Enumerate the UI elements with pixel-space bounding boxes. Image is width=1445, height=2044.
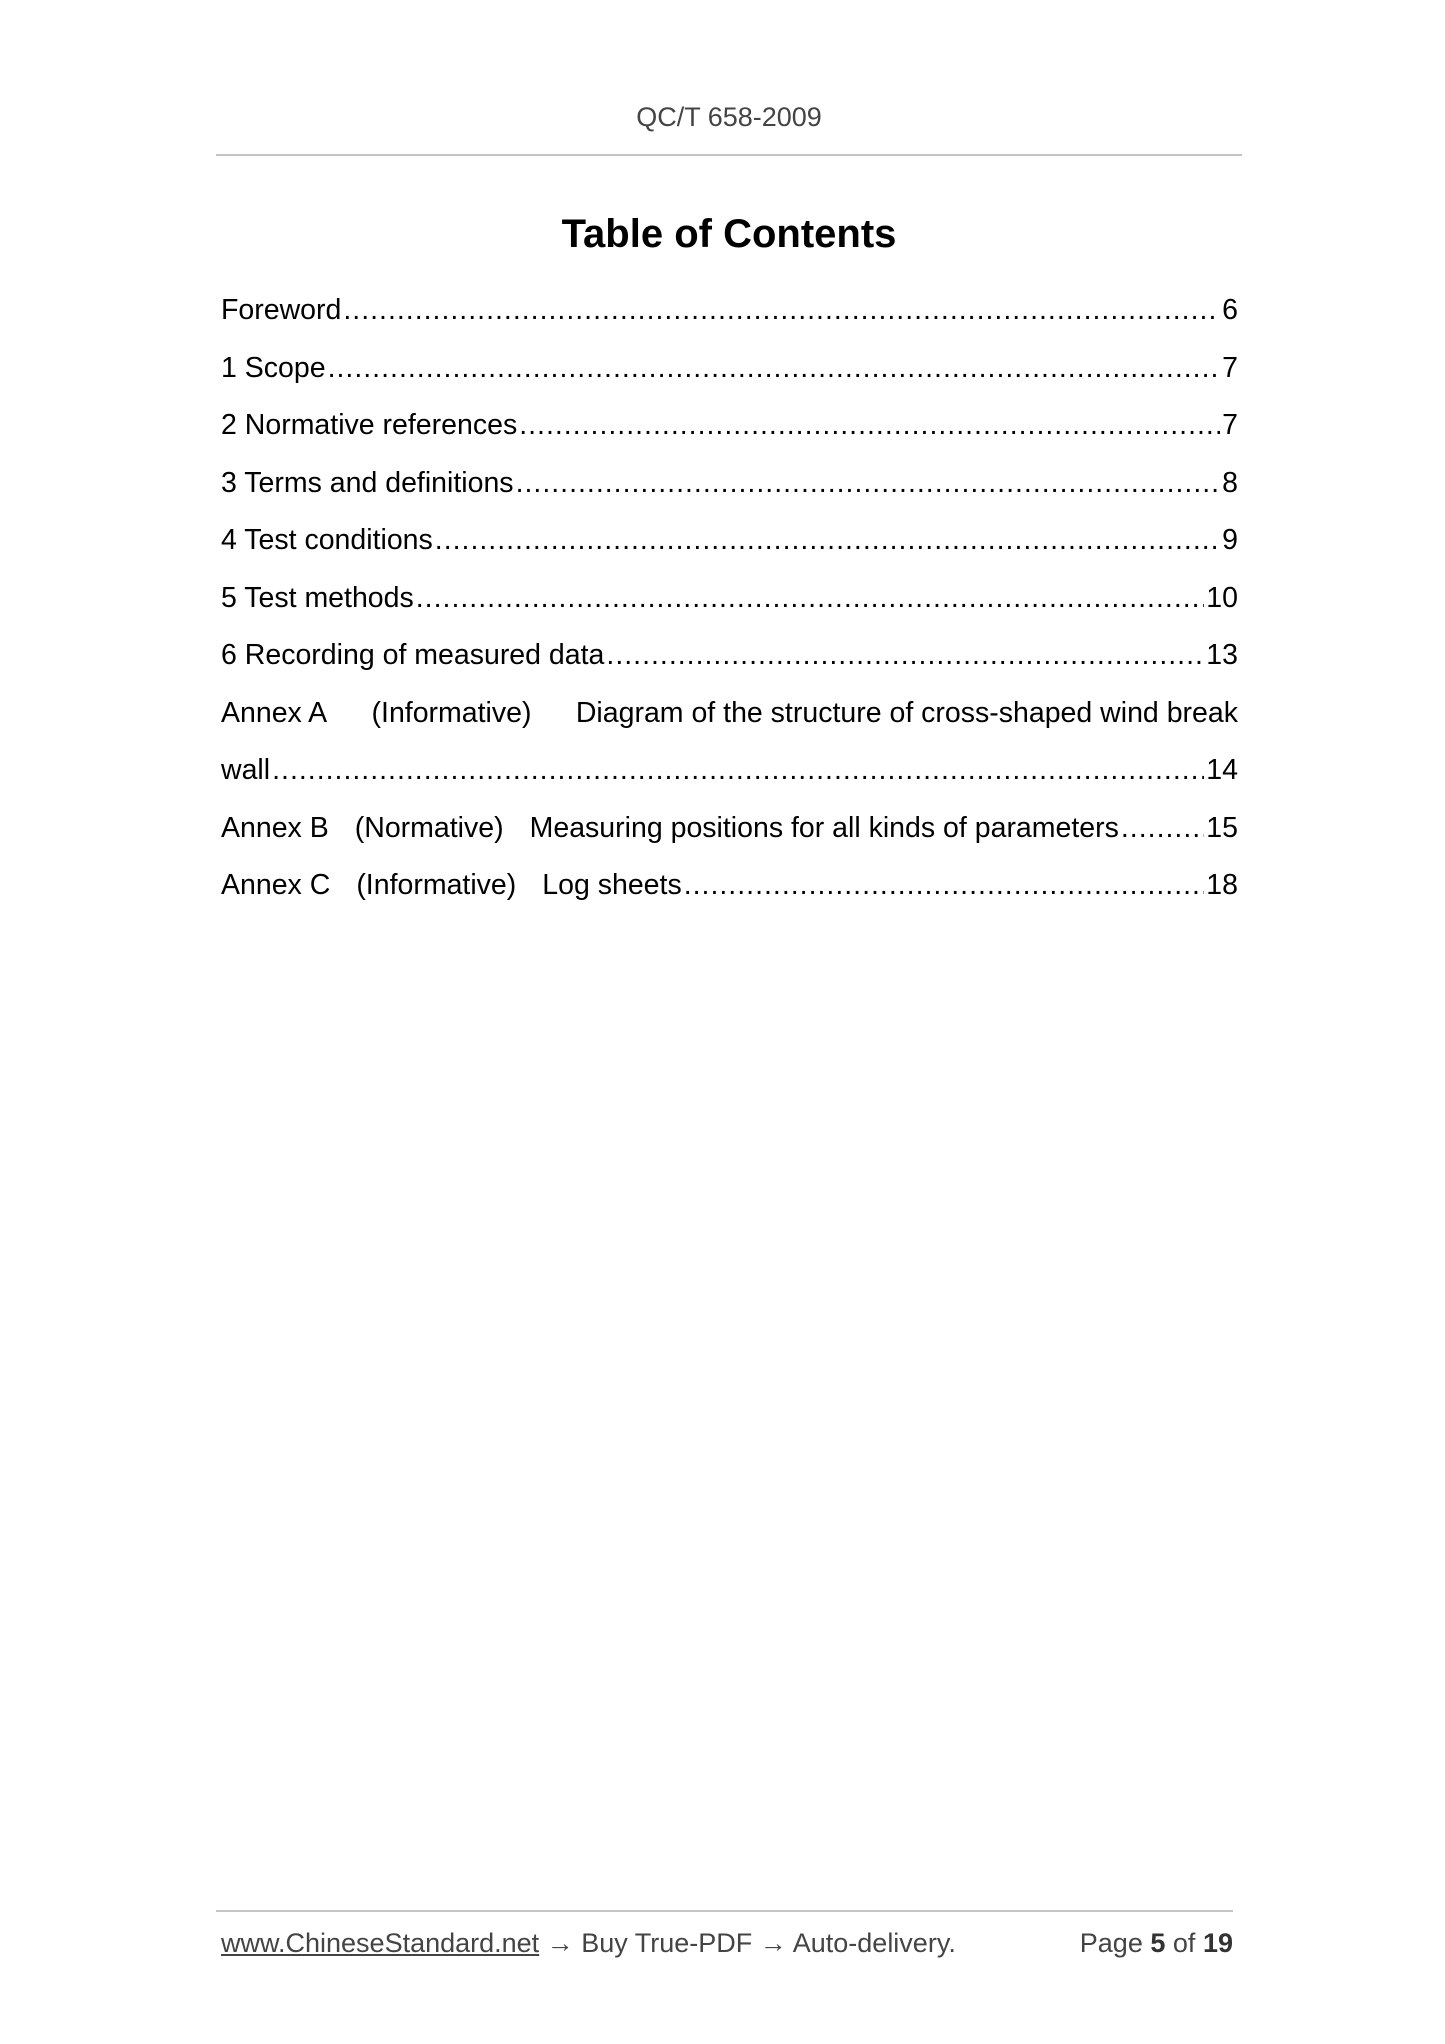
toc-entry-label: 5 Test methods [221, 581, 414, 614]
toc-entry-page: 9 [1222, 524, 1238, 556]
annex-title: Log sheets [542, 869, 682, 901]
toc-entry-test-conditions[interactable] [221, 512, 1238, 570]
toc-leader-dots [516, 455, 1221, 513]
website-link[interactable]: www.ChineseStandard.net [221, 1928, 540, 1958]
toc-leader-dots [343, 282, 1220, 340]
toc-title: Table of Contents [561, 212, 897, 256]
toc-list [221, 282, 1238, 915]
toc-entry-label: 3 Terms and definitions [221, 466, 514, 499]
annex-title: Diagram of the structure of cross-shaped wind break [575, 696, 1238, 729]
toc-entry-annex-a-line2 [221, 742, 1238, 800]
toc-entry-page: 6 [1222, 294, 1238, 326]
annex-name: Annex B [221, 811, 329, 844]
toc-entry-scope[interactable] [221, 340, 1238, 398]
current-page-number: 5 [1150, 1928, 1166, 1958]
toc-entry-label: 6 Recording of measured data [221, 639, 605, 671]
header-divider [216, 154, 1242, 156]
annex-title: Measuring positions for all kinds of parameters [529, 811, 1119, 844]
of-word: of [1172, 1928, 1196, 1958]
toc-entry-recording-measured-data[interactable] [221, 627, 1238, 685]
toc-entry-label: Foreword [221, 294, 342, 326]
toc-entry-annex-a-line1 [221, 685, 1238, 743]
toc-entry-page: 7 [1222, 351, 1238, 384]
footer-promo [221, 1928, 956, 1959]
annex-name: Annex A [221, 696, 328, 729]
toc-leader-dots [519, 397, 1220, 455]
toc-leader-dots [328, 340, 1221, 398]
toc-leader-dots [606, 627, 1204, 685]
annex-label-group [221, 800, 1119, 858]
toc-entry-page: 13 [1206, 639, 1238, 671]
toc-leader-dots [1121, 800, 1204, 858]
toc-entry-page: 7 [1222, 409, 1238, 441]
toc-leader-dots [435, 512, 1220, 570]
footer-promo-text: → Buy True-PDF → Auto-delivery. [539, 1928, 956, 1958]
toc-entry-terms-definitions[interactable] [221, 455, 1238, 513]
toc-entry-page: 15 [1206, 811, 1238, 844]
toc-entry-label: 2 Normative references [221, 409, 518, 441]
annex-label-group [221, 857, 682, 915]
toc-entry-page: 10 [1206, 581, 1238, 614]
toc-entry-annex-b[interactable] [221, 800, 1238, 858]
annex-title-continued: wall [221, 754, 271, 786]
toc-entry-page: 8 [1222, 466, 1238, 499]
annex-type: (Normative) [354, 811, 504, 844]
toc-entry-normative-references[interactable] [221, 397, 1238, 455]
annex-type: (Informative) [371, 696, 532, 729]
page-word: Page [1079, 1928, 1143, 1958]
toc-entry-test-methods[interactable] [221, 570, 1238, 628]
toc-entry-label: 1 Scope [221, 351, 326, 384]
page-indicator [1080, 1928, 1233, 1959]
toc-entry-page: 18 [1206, 869, 1238, 901]
toc-entry-annex-c[interactable] [221, 857, 1238, 915]
annex-name: Annex C [221, 869, 331, 901]
toc-entry-annex-a[interactable] [221, 685, 1238, 800]
document-code-header: QC/T 658-2009 [636, 102, 822, 132]
toc-leader-dots [416, 570, 1205, 628]
toc-entry-page: 14 [1206, 754, 1238, 786]
toc-entry-foreword[interactable] [221, 282, 1238, 340]
annex-type: (Informative) [356, 869, 517, 901]
toc-leader-dots [272, 742, 1204, 800]
toc-leader-dots [684, 857, 1205, 915]
total-page-count: 19 [1202, 1928, 1233, 1958]
toc-entry-label: 4 Test conditions [221, 524, 433, 556]
page-footer [221, 1928, 1233, 1959]
footer-divider [216, 1910, 1233, 1912]
